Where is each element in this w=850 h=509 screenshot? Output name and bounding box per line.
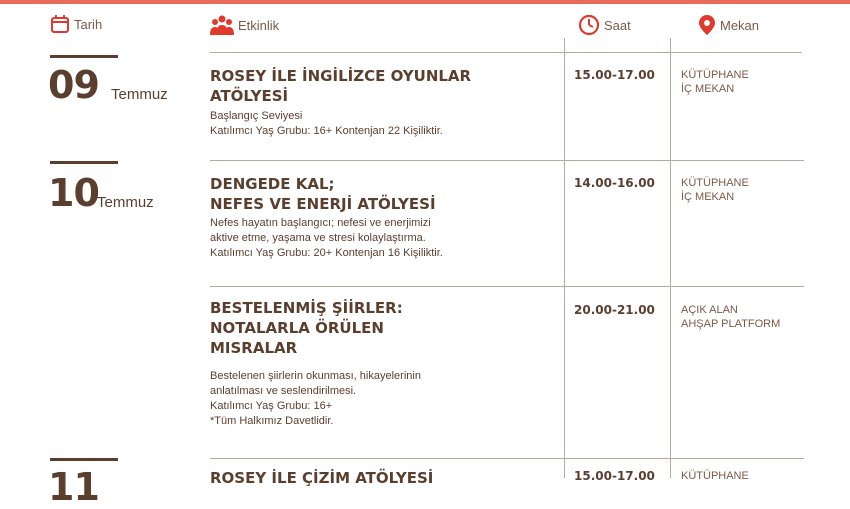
header-divider xyxy=(210,52,802,53)
people-icon xyxy=(210,14,234,36)
header-venue xyxy=(698,14,759,36)
event-venue: KÜTÜPHANE İÇ MEKAN xyxy=(681,69,749,95)
event-title: ROSEY İLE ÇİZİM ATÖLYESİ xyxy=(210,469,434,487)
header-event-label: Etkinlik xyxy=(238,17,280,33)
day-number: 11 xyxy=(48,465,99,509)
column-divider-time xyxy=(564,38,565,478)
column-divider-venue xyxy=(670,38,671,478)
day-divider xyxy=(50,55,118,58)
event-time: 20.00-21.00 xyxy=(574,303,655,317)
event-venue: AÇIK ALAN AHŞAP PLATFORM xyxy=(681,304,781,330)
day-divider xyxy=(50,161,118,164)
day-number-clip xyxy=(48,458,108,509)
clock-icon xyxy=(578,14,600,36)
header-date xyxy=(50,14,102,34)
header-date-label: Tarih xyxy=(74,16,103,32)
calendar-icon xyxy=(50,14,70,34)
event-venue: KÜTÜPHANE İÇ MEKAN xyxy=(681,177,749,203)
day-month: Temmuz xyxy=(111,86,168,103)
event-venue: KÜTÜPHANE xyxy=(681,470,749,482)
event-description: Nefes hayatın başlangıcı; nefesi ve enerjimizi aktive etme, yaşama ve stresi kolaylaştırma. Katılımcı Yaş Grubu: 20+ Kontenjan 16 Kişiliktir. xyxy=(210,217,443,259)
day-month: Temmuz xyxy=(97,194,154,211)
event-title-clip xyxy=(210,458,560,487)
event-title: BESTELENMİŞ ŞİİRLER: NOTALARLA ÖRÜLEN MISRALAR xyxy=(210,299,403,357)
location-pin-icon xyxy=(698,14,716,36)
top-accent-bar xyxy=(0,0,850,4)
event-title: ROSEY İLE İNGİLİZCE OYUNLAR ATÖLYESİ xyxy=(210,67,472,105)
day-number: 09 xyxy=(48,63,99,107)
header-time xyxy=(578,14,631,36)
event-venue-clip xyxy=(681,458,801,482)
header-venue-label: Mekan xyxy=(720,17,760,33)
day-number: 10 xyxy=(48,171,99,215)
row-divider xyxy=(210,286,804,287)
event-time: 15.00-17.00 xyxy=(574,469,655,483)
event-time: 14.00-16.00 xyxy=(574,176,655,190)
event-time: 15.00-17.00 xyxy=(574,68,655,82)
event-description: Bestelenen şiirlerin okunması, hikayelerinin anlatılması ve seslendirilmesi. Katılımcı Yaş Grubu: 16+ *Tüm Halkımız Davetlidir. xyxy=(210,370,421,427)
header-time-label: Saat xyxy=(604,17,631,33)
header-event xyxy=(210,14,279,36)
event-time-clip xyxy=(574,458,664,483)
row-divider xyxy=(210,160,804,161)
event-description: Başlangıç Seviyesi Katılımcı Yaş Grubu: 16+ Kontenjan 22 Kişiliktir. xyxy=(210,110,443,137)
event-title: DENGEDE KAL; NEFES VE ENERJİ ATÖLYESİ xyxy=(210,175,436,213)
